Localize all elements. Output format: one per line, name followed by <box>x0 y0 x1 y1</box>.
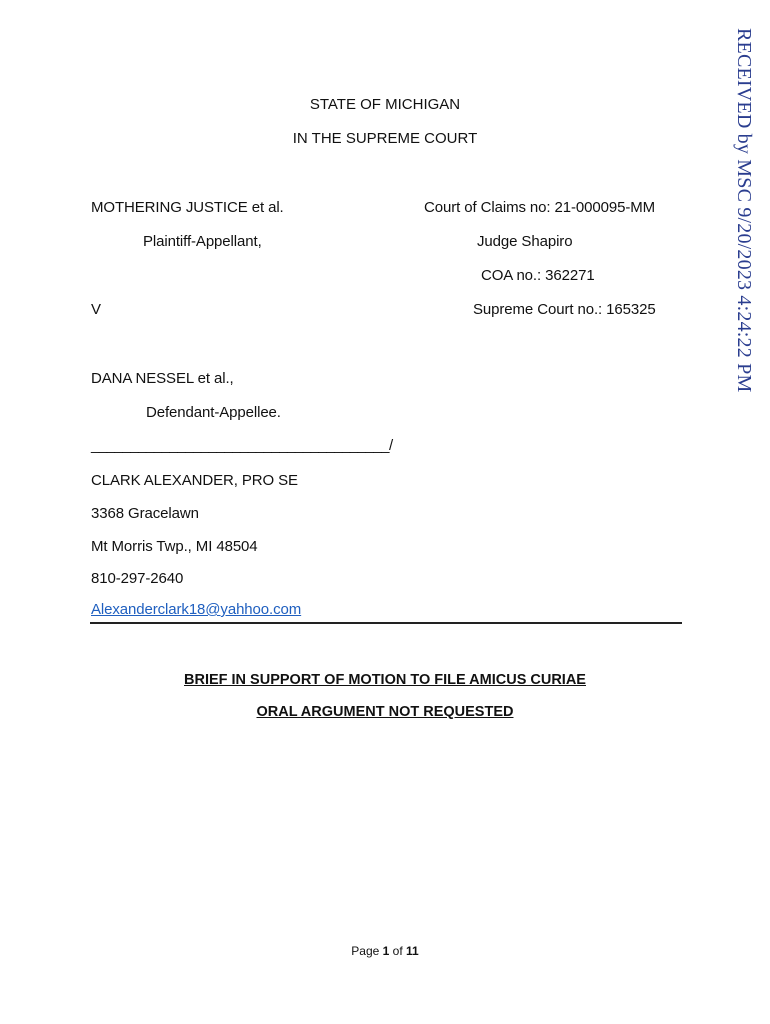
filer-street: 3368 Gracelawn <box>91 505 199 522</box>
versus-label: V <box>91 301 101 318</box>
caption-separator: ______________________________________/ <box>91 437 393 454</box>
supreme-court-number: Supreme Court no.: 165325 <box>473 301 656 318</box>
horizontal-rule <box>90 622 682 624</box>
defendant-role: Defendant-Appellee. <box>146 404 281 421</box>
coa-number: COA no.: 362271 <box>481 267 595 284</box>
court-heading: IN THE SUPREME COURT <box>292 130 478 147</box>
of-word: of <box>392 944 403 958</box>
current-page-number: 1 <box>382 944 390 958</box>
filer-name: CLARK ALEXANDER, PRO SE <box>91 472 298 489</box>
oral-argument-notice: ORAL ARGUMENT NOT REQUESTED <box>256 704 514 720</box>
filer-email-link[interactable]: Alexanderclark18@yahhoo.com <box>91 601 302 618</box>
plaintiff-name: MOTHERING JUSTICE et al. <box>91 199 284 216</box>
brief-title: BRIEF IN SUPPORT OF MOTION TO FILE AMICUS CURIAE <box>184 672 586 688</box>
judge-name: Judge Shapiro <box>477 233 573 250</box>
claims-number: Court of Claims no: 21-000095-MM <box>424 199 656 216</box>
page-footer <box>0 944 770 958</box>
state-heading: STATE OF MICHIGAN <box>309 96 461 113</box>
filer-city: Mt Morris Twp., MI 48504 <box>91 538 258 555</box>
received-stamp: RECEIVED by MSC 9/20/2023 4:24:22 PM <box>733 28 755 393</box>
page-word: Page <box>351 944 380 958</box>
filer-phone: 810-297-2640 <box>91 570 184 587</box>
defendant-name: DANA NESSEL et al., <box>91 370 234 387</box>
plaintiff-role: Plaintiff-Appellant, <box>143 233 262 250</box>
total-pages: 11 <box>406 944 419 958</box>
